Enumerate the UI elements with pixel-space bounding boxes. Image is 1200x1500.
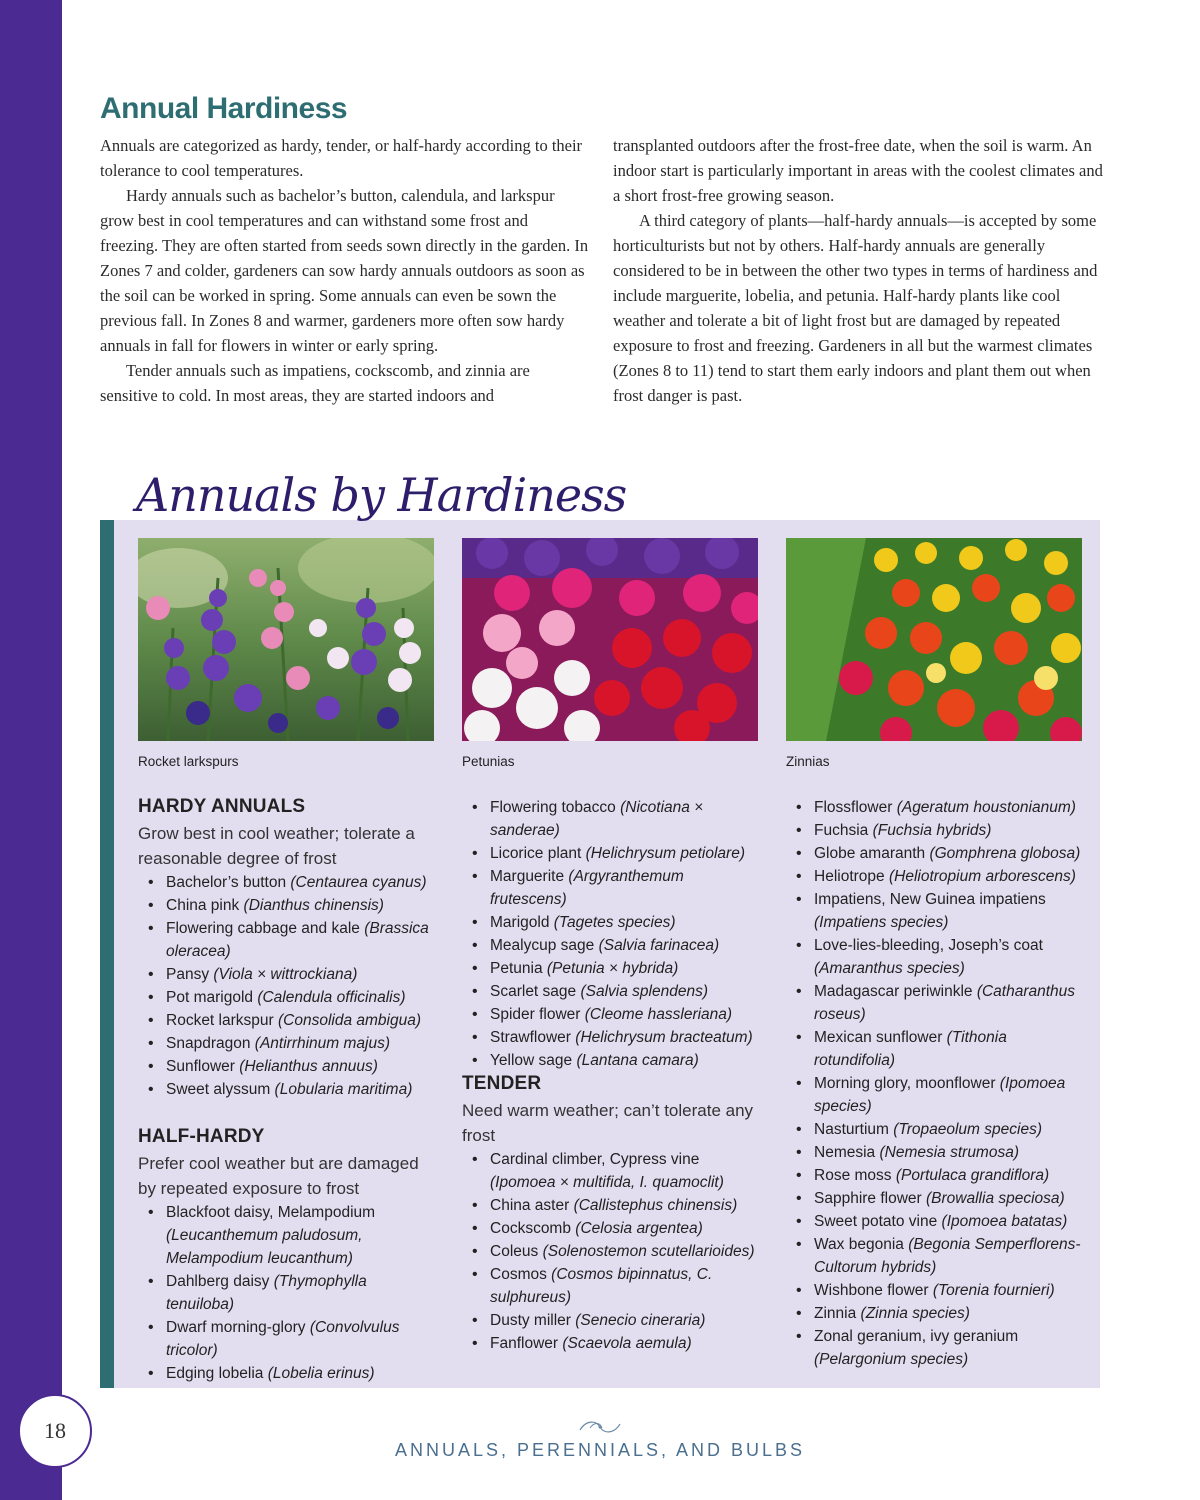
plant-scientific-name: (Senecio cineraria): [575, 1312, 706, 1329]
plant-common-name: Yellow sage: [490, 1052, 577, 1069]
plant-common-name: Dusty miller: [490, 1312, 576, 1329]
plant-common-name: Sweet alyssum: [166, 1081, 275, 1098]
plant-common-name: Flowering cabbage and kale: [166, 920, 365, 937]
plant-scientific-name: (Celosia argentea): [575, 1220, 703, 1237]
plant-list-item: [138, 1009, 438, 1032]
plant-common-name: Sweet potato vine: [814, 1213, 942, 1230]
photo-caption: Rocket larkspurs: [138, 754, 239, 769]
plant-scientific-name: (Brassica oleracea): [166, 920, 429, 960]
half-hardy-title: HALF-HARDY: [138, 1126, 265, 1147]
plant-common-name: Flowering tobacco: [490, 799, 621, 816]
plant-common-name: Snapdragon: [166, 1035, 255, 1052]
plant-list-item: [138, 986, 438, 1009]
plant-scientific-name: (Pelargonium species): [814, 1351, 969, 1368]
plant-common-name: Wax begonia: [814, 1236, 909, 1253]
hardy-list: [138, 871, 438, 1101]
plant-list-item: [462, 865, 762, 911]
plant-list-item: [462, 1026, 762, 1049]
plant-list-item: [138, 1032, 438, 1055]
plant-list-item: [138, 1316, 438, 1362]
hardy-description: Grow best in cool weather; tolerate a reasonable degree of frost: [138, 824, 415, 868]
plant-common-name: Zonal geranium, ivy geranium: [814, 1328, 1019, 1345]
plant-scientific-name: (Lobelia erinus): [267, 1365, 375, 1382]
plant-scientific-name: (Heliotropium arborescens): [888, 868, 1076, 885]
plant-scientific-name: (Calendula officinalis): [257, 989, 406, 1006]
plant-scientific-name: (Fuchsia hybrids): [872, 822, 992, 839]
plant-scientific-name: (Begonia Semperflorens-Cultorum hybrids): [814, 1236, 1081, 1276]
plant-scientific-name: (Lantana camara): [576, 1052, 699, 1069]
plant-common-name: Zinnia: [814, 1305, 861, 1322]
plant-list-item: [462, 934, 762, 957]
plant-common-name: Bachelor’s button: [166, 874, 291, 891]
plant-list-item: [462, 1309, 762, 1332]
plant-list-item: [138, 963, 438, 986]
plant-list-item: [462, 1332, 762, 1355]
plant-scientific-name: (Viola × wittrockiana): [213, 966, 358, 983]
plant-list-item: [138, 1078, 438, 1101]
plant-scientific-name: (Nicotiana × sanderae): [490, 799, 704, 839]
plant-common-name: Scarlet sage: [490, 983, 581, 1000]
plant-common-name: Rose moss: [814, 1167, 896, 1184]
section-heading: Annual Hardiness: [100, 92, 348, 125]
plant-scientific-name: (Helichrysum petiolare): [585, 845, 745, 862]
half-hardy-continued-list: [462, 796, 762, 1072]
plant-list-item: [462, 1194, 762, 1217]
plant-common-name: Licorice plant: [490, 845, 586, 862]
plant-scientific-name: (Argyranthemum frutescens): [490, 868, 684, 908]
plant-common-name: Fanflower: [490, 1335, 563, 1352]
plant-common-name: Fuchsia: [814, 822, 873, 839]
plant-scientific-name: (Petunia × hybrida): [546, 960, 679, 977]
plant-scientific-name: (Antirrhinum majus): [254, 1035, 391, 1052]
plant-scientific-name: (Impatiens species): [814, 914, 949, 931]
plant-list-item: [786, 842, 1086, 865]
plant-common-name: Dwarf morning-glory: [166, 1319, 310, 1336]
plant-scientific-name: (Convolvulus tricolor): [166, 1319, 400, 1359]
photo-caption: Zinnias: [786, 754, 830, 769]
paragraph: Annuals are categorized as hardy, tender, or half-hardy according to their tolerance to cool temperatures.: [100, 136, 583, 180]
plant-list-item: [138, 1362, 438, 1385]
sidebar-title: Annuals by Hardiness: [136, 468, 627, 522]
plant-common-name: Rocket larkspur: [166, 1012, 278, 1029]
half-hardy-description: Prefer cool weather but are damaged by repeated exposure to frost: [138, 1154, 419, 1198]
plant-list-item: [786, 934, 1086, 980]
plant-list-item: [138, 894, 438, 917]
plant-list-item: [786, 1164, 1086, 1187]
page-edge-bar: [0, 0, 62, 1500]
plant-scientific-name: (Zinnia species): [860, 1305, 970, 1322]
plant-common-name: China pink: [166, 897, 244, 914]
plant-common-name: Sunflower: [166, 1058, 240, 1075]
plant-scientific-name: (Portulaca grandiflora): [895, 1167, 1050, 1184]
hardy-annuals-section: [138, 796, 438, 1101]
plant-scientific-name: (Amaranthus species): [814, 960, 965, 977]
plant-scientific-name: (Helianthus annuus): [239, 1058, 378, 1075]
plant-list-item: [786, 796, 1086, 819]
plant-scientific-name: (Helichrysum bracteatum): [575, 1029, 753, 1046]
plant-common-name: Blackfoot daisy, Melampodium: [166, 1204, 376, 1221]
plant-common-name: Edging lobelia: [166, 1365, 268, 1382]
plant-list-item: [138, 1201, 438, 1270]
plant-common-name: Dahlberg daisy: [166, 1273, 274, 1290]
plant-scientific-name: (Tropaeolum species): [893, 1121, 1042, 1138]
sidebar-accent-bar: [100, 520, 114, 1388]
plant-common-name: Marguerite: [490, 868, 569, 885]
page-number: 18: [18, 1394, 92, 1468]
body-column-right: [613, 133, 1103, 408]
plant-scientific-name: (Salvia farinacea): [598, 937, 720, 954]
plant-list-item: [138, 1055, 438, 1078]
plant-scientific-name: (Catharanthus roseus): [814, 983, 1076, 1023]
plant-common-name: Nasturtium: [814, 1121, 894, 1138]
body-column-left: [100, 133, 590, 408]
plant-list-item: [462, 1049, 762, 1072]
plant-scientific-name: (Callistephus chinensis): [573, 1197, 738, 1214]
photo-petunias: [462, 538, 758, 741]
plant-scientific-name: (Tagetes species): [553, 914, 676, 931]
plant-scientific-name: (Tithonia rotundifolia): [814, 1029, 1007, 1069]
plant-list-item: [462, 1003, 762, 1026]
tender-continued-list: [786, 796, 1086, 1371]
plant-list-item: [786, 1141, 1086, 1164]
plant-list-item: [786, 1302, 1086, 1325]
tender-list: [462, 1148, 762, 1355]
plant-list-item: [462, 980, 762, 1003]
plant-common-name: Flossflower: [814, 799, 897, 816]
plant-common-name: Coleus: [490, 1243, 543, 1260]
footer-ornament-icon: [576, 1418, 624, 1441]
plant-list-item: [786, 1072, 1086, 1118]
plant-common-name: China aster: [490, 1197, 574, 1214]
plant-common-name: Impatiens, New Guinea impatiens: [814, 891, 1046, 908]
plant-list-item: [786, 1187, 1086, 1210]
plant-list-item: [138, 917, 438, 963]
tender-title: TENDER: [462, 1073, 542, 1094]
plant-common-name: Nemesia: [814, 1144, 880, 1161]
plant-common-name: Mexican sunflower: [814, 1029, 947, 1046]
plant-common-name: Pot marigold: [166, 989, 258, 1006]
plant-scientific-name: (Cosmos bipinnatus, C. sulphureus): [490, 1266, 713, 1306]
plant-list-item: [462, 1217, 762, 1240]
plant-common-name: Pansy: [166, 966, 214, 983]
plant-common-name: Love-lies-bleeding, Joseph’s coat: [814, 937, 1043, 954]
plant-common-name: Marigold: [490, 914, 554, 931]
plant-scientific-name: (Scaevola aemula): [562, 1335, 692, 1352]
plant-scientific-name: (Cleome hassleriana): [584, 1006, 733, 1023]
plant-list-item: [138, 871, 438, 894]
plant-common-name: Madagascar periwinkle: [814, 983, 977, 1000]
plant-common-name: Heliotrope: [814, 868, 889, 885]
plant-scientific-name: (Lobularia maritima): [274, 1081, 413, 1098]
plant-common-name: Spider flower: [490, 1006, 585, 1023]
paragraph: transplanted outdoors after the frost-free date, when the soil is warm. An indoor start is particularly important in areas with the coolest climates and a short frost-free growing season.: [613, 136, 1103, 205]
plant-list-item: [462, 1148, 762, 1194]
plant-common-name: Cosmos: [490, 1266, 552, 1283]
plant-list-item: [462, 1263, 762, 1309]
plant-common-name: Mealycup sage: [490, 937, 599, 954]
tender-description: Need warm weather; can’t tolerate any frost: [462, 1101, 754, 1145]
plant-scientific-name: (Centaurea cyanus): [290, 874, 427, 891]
book-title-footer: ANNUALS, PERENNIALS, AND BULBS: [394, 1440, 806, 1460]
plant-list-item: [786, 980, 1086, 1026]
photo-rocket-larkspurs: [138, 538, 434, 741]
plant-scientific-name: (Gomphrena globosa): [929, 845, 1081, 862]
plant-common-name: Strawflower: [490, 1029, 576, 1046]
plant-common-name: Cardinal climber, Cypress vine: [490, 1151, 700, 1168]
tender-section: [462, 1073, 762, 1355]
half-hardy-continued-section: [462, 796, 762, 1072]
plant-list-item: [462, 842, 762, 865]
photo-zinnias: [786, 538, 1082, 741]
plant-list-item: [786, 1026, 1086, 1072]
plant-list-item: [786, 1279, 1086, 1302]
photo-caption: Petunias: [462, 754, 515, 769]
plant-scientific-name: (Browallia speciosa): [926, 1190, 1065, 1207]
plant-common-name: Cockscomb: [490, 1220, 576, 1237]
plant-list-item: [786, 1210, 1086, 1233]
paragraph: Tender annuals such as impatiens, cockscomb, and zinnia are sensitive to cold. In most areas, they are started indoors and: [100, 361, 530, 405]
half-hardy-list: [138, 1201, 438, 1385]
paragraph: A third category of plants—half-hardy annuals—is accepted by some horticulturists but not by others. Half-hardy annuals are generally considered to be in between the other two types in terms of hardiness and include marguerite, lobelia, and petunia. Half-hardy plants like cool weather and tolerate a bit of light frost but are damaged by repeated exposure to frost and freezing. Gardeners in all but the warmest climates (Zones 8 to 11) tend to start them early indoors and plant them out when frost danger is past.: [613, 211, 1098, 405]
plant-list-item: [462, 957, 762, 980]
plant-scientific-name: (Leucanthemum paludosum, Melampodium leucanthum): [166, 1227, 363, 1267]
plant-list-item: [786, 888, 1086, 934]
plant-list-item: [786, 1325, 1086, 1371]
plant-list-item: [138, 1270, 438, 1316]
plant-list-item: [462, 1240, 762, 1263]
plant-list-item: [462, 911, 762, 934]
plant-scientific-name: (Dianthus chinensis): [243, 897, 384, 914]
plant-common-name: Sapphire flower: [814, 1190, 927, 1207]
plant-list-item: [786, 865, 1086, 888]
plant-scientific-name: (Salvia splendens): [580, 983, 708, 1000]
plant-scientific-name: (Torenia fournieri): [932, 1282, 1055, 1299]
plant-common-name: Wishbone flower: [814, 1282, 933, 1299]
plant-scientific-name: (Ageratum houstonianum): [896, 799, 1076, 816]
plant-scientific-name: (Nemesia strumosa): [879, 1144, 1019, 1161]
half-hardy-section: [138, 1126, 438, 1385]
plant-common-name: Petunia: [490, 960, 547, 977]
plant-scientific-name: (Thymophylla tenuiloba): [166, 1273, 367, 1313]
plant-list-item: [786, 1233, 1086, 1279]
plant-common-name: Globe amaranth: [814, 845, 930, 862]
plant-scientific-name: (Ipomoea species): [814, 1075, 1066, 1115]
hardy-title: HARDY ANNUALS: [138, 796, 306, 817]
tender-continued-section: [786, 796, 1086, 1371]
plant-list-item: [786, 819, 1086, 842]
plant-scientific-name: (Ipomoea × multifida, I. quamoclit): [490, 1174, 724, 1191]
plant-list-item: [462, 796, 762, 842]
paragraph: Hardy annuals such as bachelor’s button, calendula, and larkspur grow best in cool temperatures and can withstand some frost and freezing. They are often started from seeds sown directly in the garden. In Zones 7 and colder, gardeners can sow hardy annuals outdoors as soon as the soil can be worked in spring. Some annuals can even be sown the previous fall. In Zones 8 and warmer, gardeners more often sow hardy annuals in fall for flowers in winter or early spring.: [100, 186, 589, 355]
plant-common-name: Morning glory, moonflower: [814, 1075, 1000, 1092]
plant-scientific-name: (Consolida ambigua): [277, 1012, 422, 1029]
plant-scientific-name: (Ipomoea batatas): [941, 1213, 1068, 1230]
plant-list-item: [786, 1118, 1086, 1141]
plant-scientific-name: (Solenostemon scutellarioides): [542, 1243, 755, 1260]
